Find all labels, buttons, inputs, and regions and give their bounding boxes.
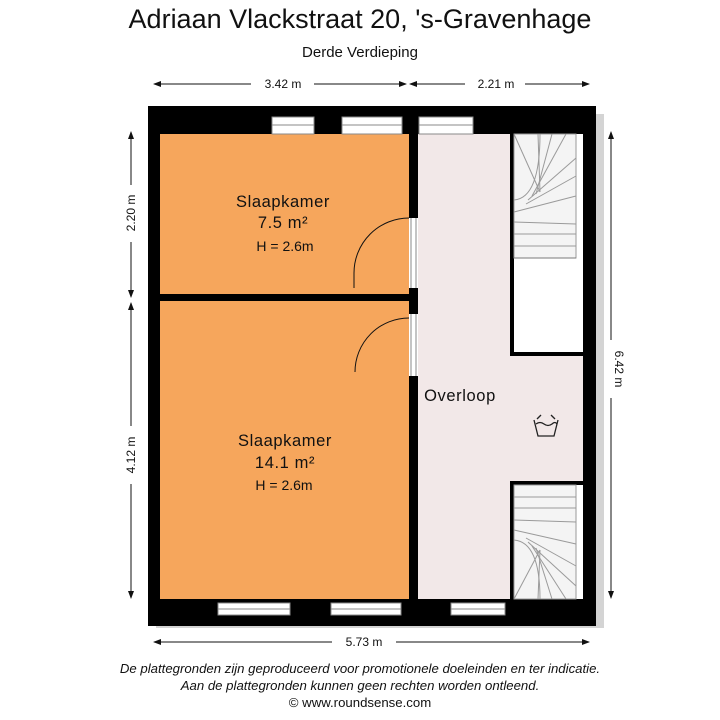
floor-subtitle: Derde Verdieping (302, 44, 418, 61)
room-area: 7.5 m² (257, 214, 309, 232)
disclaimer (0, 660, 720, 711)
room-height: H = 2.6m (255, 477, 313, 493)
window-icon (272, 117, 473, 134)
disclaimer-line: De plattegronden zijn geproduceerd voor promotionele doeleinden en ter indicatie. (119, 661, 601, 676)
room-name: Slaapkamer (237, 432, 333, 450)
staircase-icon (514, 134, 576, 258)
bedroom-large-floor (160, 301, 409, 599)
dimension-label: 6.42 m (612, 350, 626, 388)
dimension-label: 3.42 m (264, 77, 302, 91)
dimension-label: 2.21 m (477, 77, 515, 91)
room-name: Slaapkamer (235, 193, 331, 211)
room-name: Overloop (424, 387, 496, 405)
dimension-label: 2.20 m (124, 194, 138, 232)
page-title: Adriaan Vlackstraat 20, 's-Gravenhage (128, 4, 592, 34)
room-height: H = 2.6m (256, 238, 314, 254)
dimension-label: 4.12 m (124, 436, 138, 474)
window-bottom-icon (218, 603, 505, 615)
dimension-label: 5.73 m (345, 635, 383, 649)
staircase-lower-icon (514, 485, 576, 599)
room-area: 14.1 m² (254, 454, 316, 472)
copyright-line: © www.roundsense.com (288, 695, 432, 710)
disclaimer-line: Aan de plattegronden kunnen geen rechten worden ontleend. (180, 678, 540, 693)
